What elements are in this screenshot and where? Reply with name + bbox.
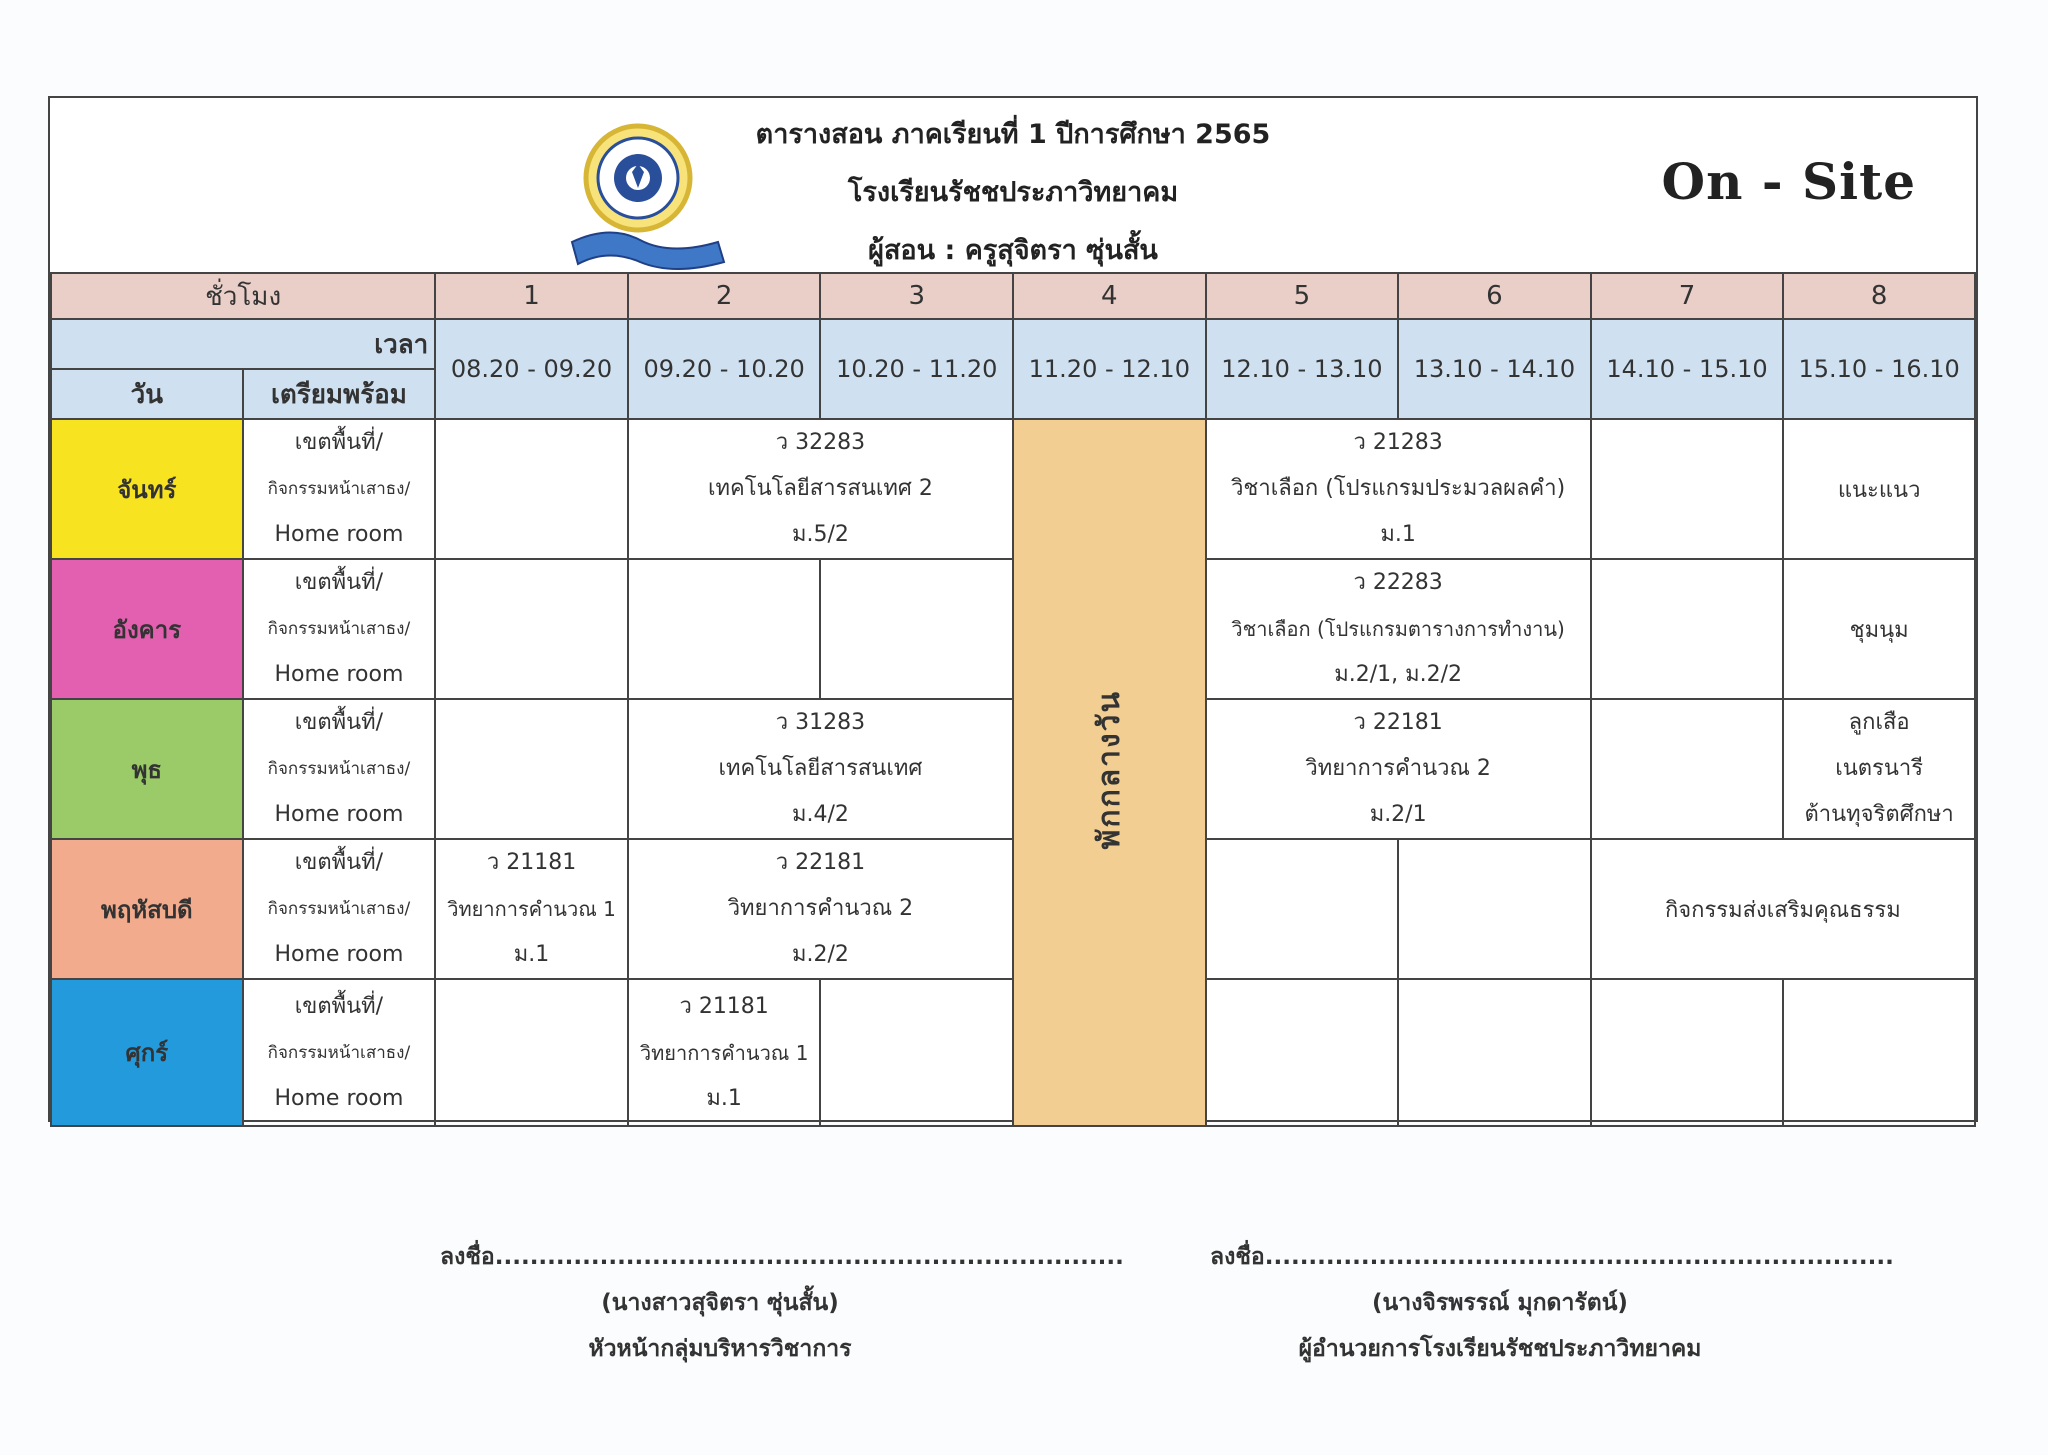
time-7: 14.10 - 15.10 [1591,319,1784,419]
class-room: ม.5/2 [791,522,849,547]
day-row-wednesday [51,699,1975,839]
class-code: ว 31283 [775,710,866,735]
empty-cell [1783,979,1975,1126]
prep-line-2: กิจกรรมหน้าเสาธง/ [267,899,411,919]
day-row-monday [51,419,1975,559]
signer-name: (นางจิรพรรณ์ มุกดารัตน์) [1372,1290,1628,1316]
period-6: 6 [1398,273,1591,319]
signature-right [1210,1234,1894,1372]
class-code: ว 22283 [1353,570,1443,595]
day-thursday: พฤหัสบดี [51,839,243,979]
period-8: 8 [1783,273,1975,319]
empty-cell [1398,979,1591,1126]
period-4: 4 [1013,273,1206,319]
prep-line-3: Home room [274,522,404,547]
time-5: 12.10 - 13.10 [1206,319,1399,419]
prep-line-1: เขตพื้นที่/ [294,710,384,735]
class-subject: เทคโนโลยีสารสนเทศ [718,756,923,781]
class-cell [628,699,1013,839]
empty-cell [820,979,1013,1126]
day-wednesday: พุธ [51,699,243,839]
empty-cell [435,699,628,839]
class-room: ม.1 [513,942,550,967]
prep-line-3: Home room [274,942,404,967]
prep-cell [243,979,436,1126]
prep-line-1: เขตพื้นที่/ [294,850,384,875]
class-room: ม.1 [706,1085,742,1111]
period-row [51,273,1975,319]
class-room: ม.2/1, ม.2/2 [1334,662,1463,687]
period-2: 2 [628,273,821,319]
time-header: เวลา [51,319,435,369]
prep-line-1: เขตพื้นที่/ [294,570,384,595]
empty-cell [1398,839,1591,979]
empty-cell [820,559,1013,699]
empty-cell [628,559,821,699]
class-room: ม.2/1 [1369,802,1427,827]
signer-position: ผู้อำนวยการโรงเรียนรัชชประภาวิทยาคม [1298,1336,1702,1362]
day-tuesday: อังคาร [51,559,243,699]
class-subject: วิชาเลือก (โปรแกรมตารางการทำงาน) [1231,617,1565,641]
empty-cell [1206,979,1399,1126]
empty-cell [1591,699,1784,839]
class-subject: วิชาเลือก (โปรแกรมประมวลผลคำ) [1231,476,1566,501]
signature-left [440,1234,1124,1372]
empty-cell [1206,839,1399,979]
class-room: ม.1 [1380,522,1416,547]
title: ตารางสอน ภาคเรียนที่ 1 ปีการศึกษา 2565 [755,119,1271,150]
day-monday: จันทร์ [51,419,243,559]
class-cell [1206,419,1591,559]
signer-name: (นางสาวสุจิตรา ซุ่นสั้น) [601,1290,839,1316]
time-3: 10.20 - 11.20 [820,319,1013,419]
day-header: วัน [51,369,243,419]
period-5: 5 [1206,273,1399,319]
activity-line: ลูกเสือ [1848,710,1910,735]
prep-line-2: กิจกรรมหน้าเสาธง/ [267,1042,411,1063]
day-row-thursday [51,839,1975,979]
prep-cell [243,559,436,699]
time-1: 08.20 - 09.20 [435,319,628,419]
period-7: 7 [1591,273,1784,319]
empty-cell [1591,419,1784,559]
period-1: 1 [435,273,628,319]
class-room: ม.2/2 [791,942,849,967]
day-row-tuesday [51,559,1975,699]
school-name: โรงเรียนรัชชประภาวิทยาคม [847,177,1179,208]
timetable [50,272,1976,1127]
prep-cell [243,419,436,559]
time-8: 15.10 - 16.10 [1783,319,1975,419]
period-header: ชั่วโมง [51,273,435,319]
time-4: 11.20 - 12.10 [1013,319,1206,419]
activity-cell: กิจกรรมส่งเสริมคุณธรรม [1591,839,1975,979]
signature-line: ลงชื่อ........................................................................ [1210,1244,1894,1270]
prep-line-2: กิจกรรมหน้าเสาธง/ [267,759,411,779]
timetable-frame [48,96,1978,1122]
class-subject: วิทยาการคำนวณ 1 [639,1040,809,1065]
activity-line: ต้านทุจริตศึกษา [1804,802,1954,827]
prep-line-2: กิจกรรมหน้าเสาธง/ [267,479,411,499]
prep-cell [243,699,436,839]
empty-cell [1591,559,1784,699]
class-cell [1206,699,1591,839]
class-cell [1206,559,1591,699]
class-subject: เทคโนโลยีสารสนเทศ 2 [708,476,933,501]
class-cell [628,839,1013,979]
period-3: 3 [820,273,1013,319]
class-cell [628,419,1013,559]
lunch-break [1013,419,1206,1126]
prep-line-3: Home room [274,662,404,687]
empty-cell [435,559,628,699]
empty-cell [435,979,628,1126]
activity-cell [1783,699,1975,839]
activity-cell: ชุมนุม [1783,559,1975,699]
class-subject: วิทยาการคำนวณ 2 [1305,756,1491,781]
class-code: ว 21181 [679,993,769,1019]
time-row [51,319,1975,369]
prep-line-3: Home room [274,802,404,827]
prep-line-1: เขตพื้นที่/ [294,430,384,455]
day-friday: ศุกร์ [51,979,243,1126]
signature-line: ลงชื่อ........................................................................ [440,1244,1124,1270]
time-2: 09.20 - 10.20 [628,319,821,419]
prep-header: เตรียมพร้อม [243,369,436,419]
prep-line-1: เขตพื้นที่/ [294,993,384,1019]
header [50,98,1976,274]
empty-cell [1591,979,1784,1126]
class-subject: วิทยาการคำนวณ 1 [447,897,616,921]
empty-cell [435,419,628,559]
mode-label: On - Site [1661,152,1916,211]
teacher-name: ผู้สอน : ครูสุจิตรา ซุ่นสั้น [868,235,1158,266]
activity-line: เนตรนารี [1835,756,1924,781]
class-code: ว 22181 [775,850,866,875]
day-row-friday [51,979,1975,1126]
class-code: ว 21181 [486,850,577,875]
school-logo-icon [570,116,770,276]
prep-cell [243,839,436,979]
lunch-label: พักกลางวัน [1091,689,1127,850]
class-subject: วิทยาการคำนวณ 2 [727,896,914,921]
class-code: ว 22181 [1353,710,1443,735]
time-6: 13.10 - 14.10 [1398,319,1591,419]
activity-cell: แนะแนว [1783,419,1975,559]
class-cell [628,979,821,1126]
class-code: ว 32283 [775,430,866,455]
prep-line-3: Home room [274,1085,404,1111]
class-room: ม.4/2 [791,802,849,827]
prep-line-2: กิจกรรมหน้าเสาธง/ [267,619,411,639]
class-code: ว 21283 [1353,430,1443,455]
class-cell [435,839,628,979]
signer-position: หัวหน้ากลุ่มบริหารวิชาการ [588,1336,852,1362]
